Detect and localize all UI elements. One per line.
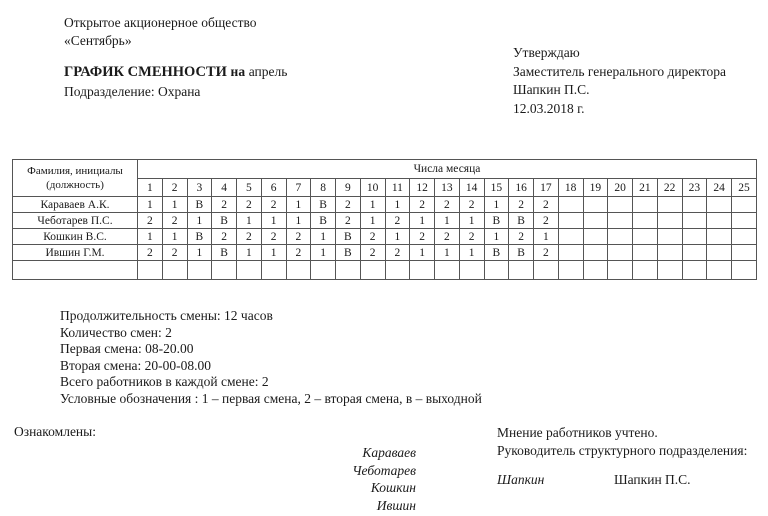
- note-line: Условные обозначения : 1 – первая смена, 2 – вторая смена, в – выходной: [60, 390, 482, 406]
- day-number-header: 20: [608, 179, 633, 197]
- shift-cell[interactable]: [558, 197, 583, 213]
- shift-cell[interactable]: 1: [138, 229, 163, 245]
- shift-cell[interactable]: [459, 261, 484, 280]
- schedule-table-head: [13, 160, 757, 197]
- document-footer: [0, 424, 768, 516]
- shift-cell[interactable]: [633, 261, 658, 280]
- shift-cell[interactable]: [558, 229, 583, 245]
- employee-signature: Караваев: [362, 445, 416, 460]
- shift-cell[interactable]: [608, 261, 633, 280]
- employee-name-cell: Чеботарев П.С.: [13, 213, 138, 229]
- schedule-notes: [60, 308, 482, 407]
- page-title-preposition: на: [230, 64, 246, 79]
- organization-name-line1: Открытое акционерное общество: [64, 15, 257, 30]
- shift-cell[interactable]: 2: [138, 245, 163, 261]
- shift-cell[interactable]: [732, 261, 757, 280]
- schedule-table-container: [12, 159, 756, 280]
- shift-cell[interactable]: [732, 197, 757, 213]
- shift-cell[interactable]: 2: [336, 197, 361, 213]
- shift-cell[interactable]: 2: [385, 213, 410, 229]
- approval-date: 12.03.2018 г.: [513, 100, 585, 116]
- day-number-header: 24: [707, 179, 732, 197]
- shift-cell[interactable]: 2: [385, 245, 410, 261]
- day-number-header: 19: [583, 179, 608, 197]
- head-of-unit-label: Руководитель структурного подразделения:: [497, 443, 748, 458]
- table-row: [13, 261, 757, 280]
- note-line: Вторая смена: 20-00-08.00: [60, 357, 212, 373]
- shift-cell[interactable]: 1: [410, 245, 435, 261]
- day-number-header: 10: [360, 179, 385, 197]
- shift-cell[interactable]: 1: [286, 197, 311, 213]
- day-number-header: 5: [237, 179, 262, 197]
- shift-cell[interactable]: 2: [237, 229, 262, 245]
- shift-cell[interactable]: 2: [138, 213, 163, 229]
- day-number-header: 7: [286, 179, 311, 197]
- employee-signatures: [280, 444, 416, 514]
- shift-cell[interactable]: [385, 261, 410, 280]
- shift-cell[interactable]: [633, 197, 658, 213]
- title-block: [64, 62, 287, 101]
- table-header-row-top: [13, 160, 757, 179]
- shift-cell[interactable]: [583, 245, 608, 261]
- shift-cell[interactable]: 2: [410, 197, 435, 213]
- employee-signature: Кошкин: [370, 480, 416, 495]
- approval-block: [513, 44, 726, 118]
- table-row: [13, 245, 757, 261]
- shift-cell[interactable]: 2: [509, 197, 534, 213]
- shift-cell[interactable]: [732, 213, 757, 229]
- shift-cell[interactable]: 2: [261, 197, 286, 213]
- day-number-header: 2: [162, 179, 187, 197]
- shift-cell[interactable]: 1: [459, 245, 484, 261]
- shift-cell[interactable]: 1: [187, 213, 212, 229]
- note-line: Первая смена: 08-20.00: [60, 341, 194, 356]
- approval-label: Утверждаю: [513, 45, 580, 60]
- page-title: [64, 62, 287, 82]
- shift-cell[interactable]: [608, 245, 633, 261]
- shift-cell[interactable]: [682, 229, 707, 245]
- shift-cell[interactable]: В: [187, 197, 212, 213]
- shift-cell[interactable]: 1: [311, 245, 336, 261]
- shift-cell[interactable]: 2: [237, 197, 262, 213]
- shift-cell[interactable]: 1: [435, 245, 460, 261]
- shift-cell[interactable]: [633, 213, 658, 229]
- shift-cell[interactable]: [261, 261, 286, 280]
- shift-cell[interactable]: [707, 245, 732, 261]
- day-number-header: 13: [435, 179, 460, 197]
- shift-cell[interactable]: 1: [237, 245, 262, 261]
- shift-cell[interactable]: 2: [459, 229, 484, 245]
- employee-name-cell: Караваев А.К.: [13, 197, 138, 213]
- shift-cell[interactable]: 2: [286, 229, 311, 245]
- shift-cell[interactable]: [237, 261, 262, 280]
- shift-cell[interactable]: [657, 213, 682, 229]
- day-number-header: 9: [336, 179, 361, 197]
- shift-cell[interactable]: [657, 229, 682, 245]
- shift-cell[interactable]: [583, 197, 608, 213]
- shift-cell[interactable]: В: [212, 213, 237, 229]
- days-of-month-header: Числа месяца: [138, 160, 757, 179]
- shift-cell[interactable]: [657, 261, 682, 280]
- table-row: [13, 213, 757, 229]
- shift-cell[interactable]: 1: [261, 245, 286, 261]
- shift-cell[interactable]: [583, 229, 608, 245]
- shift-cell[interactable]: 1: [360, 213, 385, 229]
- shift-cell[interactable]: [583, 261, 608, 280]
- shift-cell[interactable]: 2: [360, 229, 385, 245]
- shift-cell[interactable]: В: [212, 245, 237, 261]
- note-line: Продолжительность смены: 12 часов: [60, 308, 273, 323]
- shift-cell[interactable]: [707, 197, 732, 213]
- shift-cell[interactable]: 2: [435, 229, 460, 245]
- name-column-header-line1: Фамилия, инициалы: [27, 165, 123, 177]
- shift-cell[interactable]: 2: [435, 197, 460, 213]
- table-row: [13, 229, 757, 245]
- page-title-main: ГРАФИК СМЕННОСТИ: [64, 64, 227, 80]
- day-number-header: 8: [311, 179, 336, 197]
- organization-name-line2: «Сентябрь»: [64, 33, 132, 48]
- shift-cell[interactable]: [707, 229, 732, 245]
- table-row: [13, 197, 757, 213]
- shift-cell[interactable]: [608, 197, 633, 213]
- shift-cell[interactable]: [682, 245, 707, 261]
- shift-cell[interactable]: 1: [410, 213, 435, 229]
- shift-cell[interactable]: [311, 261, 336, 280]
- head-signature: Шапкин: [497, 472, 545, 487]
- shift-cell[interactable]: В: [484, 213, 509, 229]
- shift-cell[interactable]: В: [484, 245, 509, 261]
- day-number-header: 4: [212, 179, 237, 197]
- shift-cell[interactable]: [633, 245, 658, 261]
- shift-cell[interactable]: [336, 261, 361, 280]
- schedule-table: [12, 159, 757, 280]
- shift-cell[interactable]: В: [336, 245, 361, 261]
- shift-cell[interactable]: [583, 213, 608, 229]
- employee-name-cell: Ившин Г.М.: [13, 245, 138, 261]
- shift-cell[interactable]: [286, 261, 311, 280]
- name-column-header: [13, 160, 138, 197]
- shift-cell[interactable]: [732, 229, 757, 245]
- day-number-header: 14: [459, 179, 484, 197]
- shift-cell[interactable]: [187, 261, 212, 280]
- shift-cell[interactable]: [534, 261, 559, 280]
- shift-cell[interactable]: 2: [509, 229, 534, 245]
- shift-cell[interactable]: [682, 261, 707, 280]
- shift-cell[interactable]: 2: [534, 245, 559, 261]
- shift-cell[interactable]: В: [187, 229, 212, 245]
- shift-cell[interactable]: [657, 197, 682, 213]
- shift-cell[interactable]: 1: [385, 229, 410, 245]
- shift-cell[interactable]: В: [336, 229, 361, 245]
- shift-cell[interactable]: [732, 245, 757, 261]
- note-line: Всего работников в каждой смене: 2: [60, 374, 269, 389]
- day-number-header: 3: [187, 179, 212, 197]
- shift-cell[interactable]: 2: [162, 245, 187, 261]
- shift-cell[interactable]: [410, 261, 435, 280]
- approval-name: Шапкин П.С.: [513, 82, 590, 97]
- shift-cell[interactable]: [212, 261, 237, 280]
- shift-cell[interactable]: 1: [435, 213, 460, 229]
- employee-name-cell: [13, 261, 138, 280]
- shift-cell[interactable]: [162, 261, 187, 280]
- shift-cell[interactable]: 1: [162, 229, 187, 245]
- name-column-header-line2: (должность): [46, 179, 104, 191]
- shift-cell[interactable]: 1: [162, 197, 187, 213]
- shift-cell[interactable]: 1: [484, 197, 509, 213]
- shift-cell[interactable]: [360, 261, 385, 280]
- day-number-header: 17: [534, 179, 559, 197]
- shift-cell[interactable]: 2: [360, 245, 385, 261]
- acknowledged-label: Ознакомлены:: [14, 424, 96, 439]
- shift-cell[interactable]: 2: [534, 197, 559, 213]
- day-number-header: 12: [410, 179, 435, 197]
- day-number-header: 25: [732, 179, 757, 197]
- shift-cell[interactable]: 1: [484, 229, 509, 245]
- head-approval-block: [497, 424, 747, 460]
- shift-cell[interactable]: 2: [459, 197, 484, 213]
- schedule-table-body: [13, 197, 757, 280]
- shift-cell[interactable]: 1: [534, 229, 559, 245]
- shift-cell[interactable]: [509, 261, 534, 280]
- shift-cell[interactable]: 1: [237, 213, 262, 229]
- shift-cell[interactable]: 2: [410, 229, 435, 245]
- shift-cell[interactable]: [707, 261, 732, 280]
- day-number-header: 23: [682, 179, 707, 197]
- day-number-header: 21: [633, 179, 658, 197]
- opinion-considered-line: Мнение работников учтено.: [497, 425, 658, 440]
- shift-cell[interactable]: 1: [311, 229, 336, 245]
- shift-cell[interactable]: [558, 261, 583, 280]
- day-number-header: 6: [261, 179, 286, 197]
- shift-cell[interactable]: 2: [162, 213, 187, 229]
- shift-cell[interactable]: 2: [286, 245, 311, 261]
- organization-block: [64, 14, 257, 50]
- shift-cell[interactable]: В: [311, 197, 336, 213]
- page-title-month: апрель: [248, 64, 288, 79]
- shift-cell[interactable]: 1: [261, 213, 286, 229]
- shift-cell[interactable]: [608, 229, 633, 245]
- day-number-header: 1: [138, 179, 163, 197]
- shift-cell[interactable]: [707, 213, 732, 229]
- shift-cell[interactable]: [608, 213, 633, 229]
- shift-cell[interactable]: В: [311, 213, 336, 229]
- shift-cell[interactable]: [682, 213, 707, 229]
- subdivision-line: Подразделение: Охрана: [64, 84, 201, 99]
- head-signature-row: [497, 472, 691, 488]
- shift-cell[interactable]: 1: [459, 213, 484, 229]
- note-line: Количество смен: 2: [60, 324, 172, 340]
- shift-cell[interactable]: [558, 213, 583, 229]
- day-number-header: 11: [385, 179, 410, 197]
- shift-cell[interactable]: В: [509, 213, 534, 229]
- day-number-header: 18: [558, 179, 583, 197]
- shift-cell[interactable]: 1: [286, 213, 311, 229]
- shift-cell[interactable]: [435, 261, 460, 280]
- shift-cell[interactable]: 1: [187, 245, 212, 261]
- shift-cell[interactable]: 2: [336, 213, 361, 229]
- approval-position: Заместитель генерального директора: [513, 63, 726, 79]
- day-number-header: 16: [509, 179, 534, 197]
- shift-cell[interactable]: [558, 245, 583, 261]
- document-header: [0, 14, 768, 124]
- day-number-header: 15: [484, 179, 509, 197]
- shift-cell[interactable]: 2: [534, 213, 559, 229]
- employee-signature: Ившин: [376, 497, 416, 513]
- shift-cell[interactable]: [138, 261, 163, 280]
- employee-name-cell: Кошкин В.С.: [13, 229, 138, 245]
- shift-cell[interactable]: [633, 229, 658, 245]
- shift-cell[interactable]: В: [509, 245, 534, 261]
- employee-signature: Чеботарев: [352, 462, 416, 478]
- shift-cell[interactable]: 1: [138, 197, 163, 213]
- shift-cell[interactable]: 1: [385, 197, 410, 213]
- shift-cell[interactable]: 2: [212, 229, 237, 245]
- shift-cell[interactable]: 1: [360, 197, 385, 213]
- shift-cell[interactable]: [657, 245, 682, 261]
- shift-cell[interactable]: [682, 197, 707, 213]
- day-number-header: 22: [657, 179, 682, 197]
- head-printed-name: Шапкин П.С.: [614, 472, 691, 487]
- shift-cell[interactable]: 2: [261, 229, 286, 245]
- shift-cell[interactable]: [484, 261, 509, 280]
- shift-cell[interactable]: 2: [212, 197, 237, 213]
